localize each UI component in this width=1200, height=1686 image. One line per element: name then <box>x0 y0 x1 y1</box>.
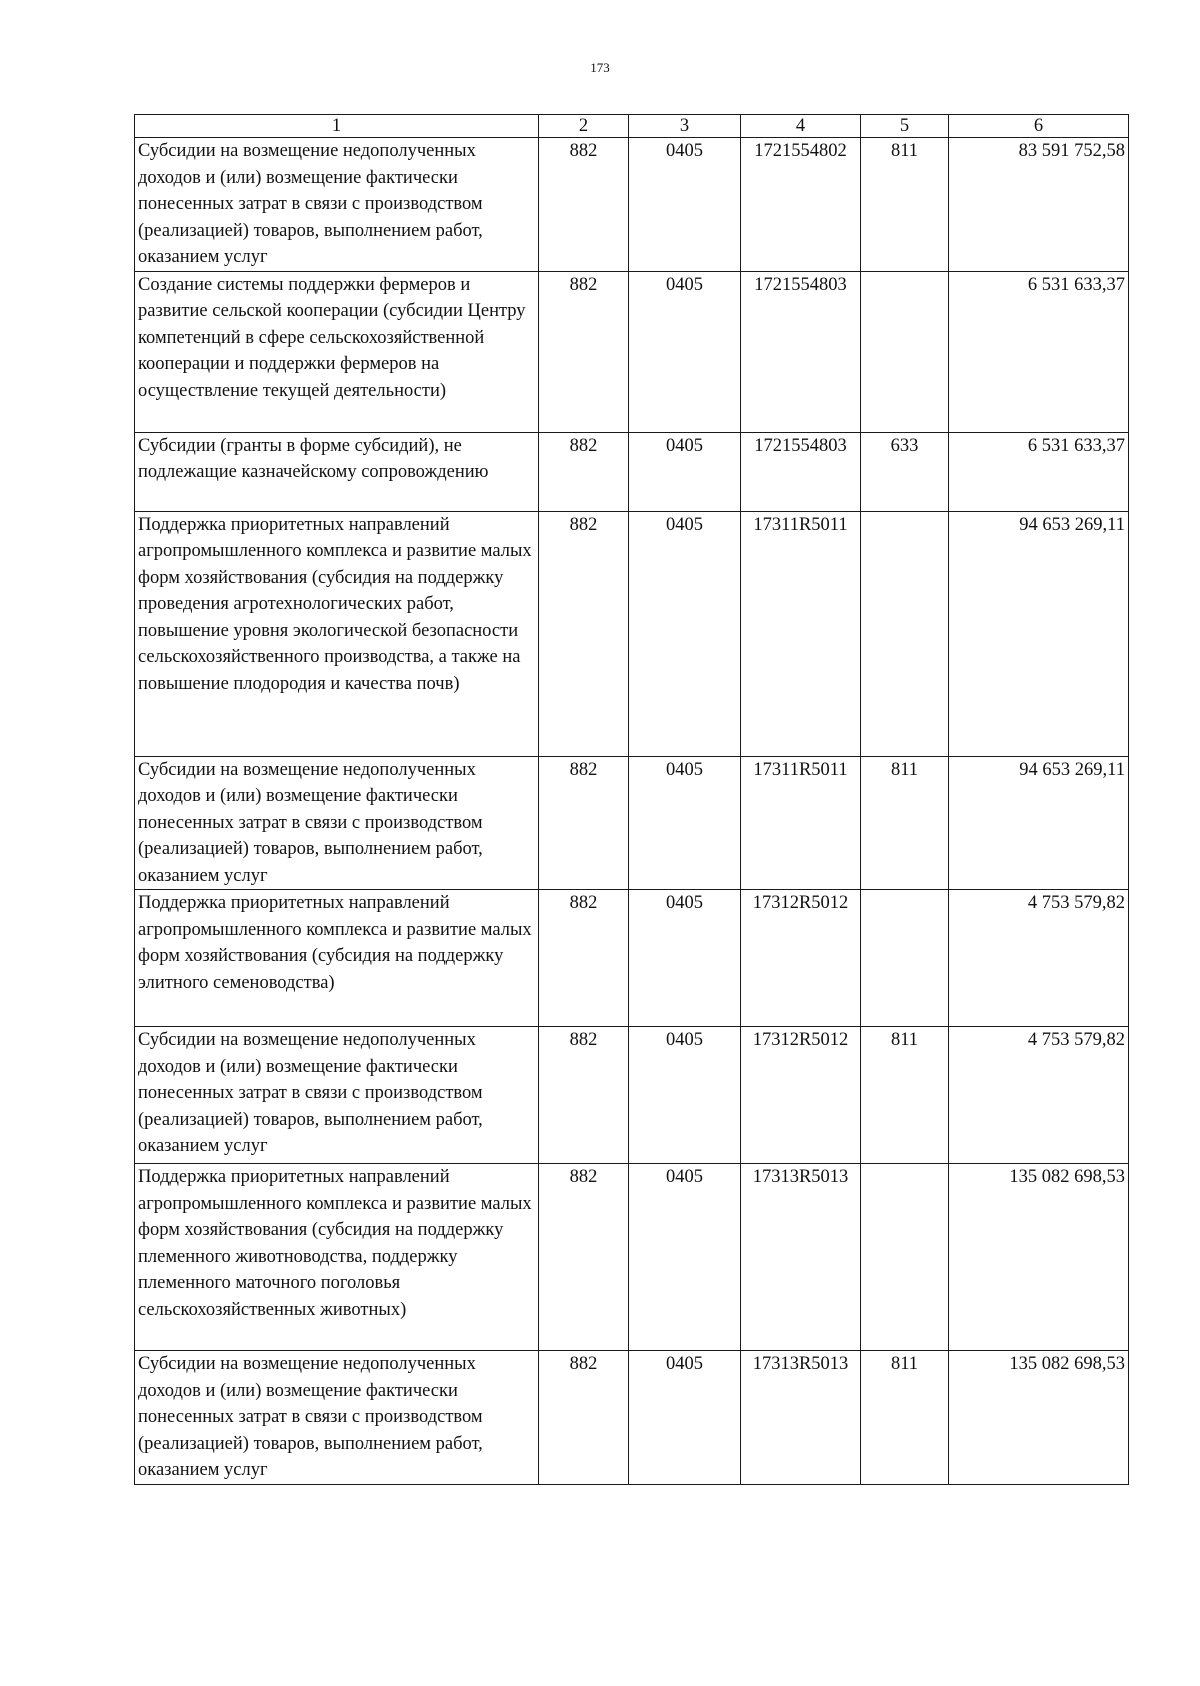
row-amount: 94 653 269,11 <box>949 511 1129 756</box>
row-section-code: 0405 <box>629 511 741 756</box>
budget-table <box>134 114 1129 1485</box>
row-name: Субсидии на возмещение недополученных доходов и (или) возмещение фактически понесенных затрат в связи с производством (реализацией) товаров, выполнением работ, оказанием услуг <box>135 1027 539 1164</box>
row-target-code: 17311R5011 <box>741 756 861 890</box>
row-name: Субсидии на возмещение недополученных доходов и (или) возмещение фактически понесенных затрат в связи с производством (реализацией) товаров, выполнением работ, оказанием услуг <box>135 756 539 890</box>
row-amount: 4 753 579,82 <box>949 1027 1129 1164</box>
row-expense-type: 811 <box>861 756 949 890</box>
row-expense-type: 811 <box>861 1351 949 1485</box>
row-section-code: 0405 <box>629 756 741 890</box>
table-row <box>135 756 1129 890</box>
row-target-code: 17312R5012 <box>741 890 861 1027</box>
row-target-code: 17313R5013 <box>741 1164 861 1351</box>
row-ministry-code: 882 <box>539 1027 629 1164</box>
row-ministry-code: 882 <box>539 511 629 756</box>
row-target-code: 17313R5013 <box>741 1351 861 1485</box>
row-target-code: 1721554802 <box>741 138 861 272</box>
row-section-code: 0405 <box>629 432 741 511</box>
row-name: Поддержка приоритетных направлений агропромышленного комплекса и развитие малых форм хозяйствования (субсидия на поддержку племенного животноводства, поддержку племенного маточного поголовья сельскохозяйственных животных) <box>135 1164 539 1351</box>
row-amount: 4 753 579,82 <box>949 890 1129 1027</box>
row-expense-type <box>861 271 949 432</box>
row-name: Субсидии на возмещение недополученных доходов и (или) возмещение фактически понесенных затрат в связи с производством (реализацией) товаров, выполнением работ, оказанием услуг <box>135 1351 539 1485</box>
row-amount: 94 653 269,11 <box>949 756 1129 890</box>
header-col-1: 1 <box>135 115 539 138</box>
row-name: Поддержка приоритетных направлений агропромышленного комплекса и развитие малых форм хозяйствования (субсидия на поддержку элитного семеноводства) <box>135 890 539 1027</box>
row-section-code: 0405 <box>629 890 741 1027</box>
header-row <box>135 115 1129 138</box>
row-ministry-code: 882 <box>539 756 629 890</box>
row-target-code: 1721554803 <box>741 271 861 432</box>
row-expense-type: 811 <box>861 138 949 272</box>
table-row <box>135 890 1129 1027</box>
table-row <box>135 271 1129 432</box>
header-col-5: 5 <box>861 115 949 138</box>
row-section-code: 0405 <box>629 1027 741 1164</box>
row-section-code: 0405 <box>629 138 741 272</box>
row-expense-type: 633 <box>861 432 949 511</box>
header-col-2: 2 <box>539 115 629 138</box>
table-row <box>135 1351 1129 1485</box>
row-section-code: 0405 <box>629 1164 741 1351</box>
row-name: Создание системы поддержки фермеров и развитие сельской кооперации (субсидии Центру компетенций в сфере сельскохозяйственной кооперации и поддержки фермеров на осуществление текущей деятельности) <box>135 271 539 432</box>
row-section-code: 0405 <box>629 271 741 432</box>
table-row <box>135 138 1129 272</box>
row-amount: 135 082 698,53 <box>949 1351 1129 1485</box>
row-amount: 6 531 633,37 <box>949 271 1129 432</box>
row-name: Субсидии (гранты в форме субсидий), не подлежащие казначейскому сопровождению <box>135 432 539 511</box>
row-amount: 83 591 752,58 <box>949 138 1129 272</box>
row-name: Поддержка приоритетных направлений агропромышленного комплекса и развитие малых форм хозяйствования (субсидия на поддержку проведения агротехнологических работ, повышение уровня экологической безопасности сельскохозяйственного производства, а также на повышение плодородия и качества почв) <box>135 511 539 756</box>
row-ministry-code: 882 <box>539 271 629 432</box>
header-col-6: 6 <box>949 115 1129 138</box>
table-row <box>135 432 1129 511</box>
table-row <box>135 1164 1129 1351</box>
row-amount: 135 082 698,53 <box>949 1164 1129 1351</box>
row-section-code: 0405 <box>629 1351 741 1485</box>
page-number: 173 <box>590 60 610 75</box>
row-ministry-code: 882 <box>539 432 629 511</box>
row-name: Субсидии на возмещение недополученных доходов и (или) возмещение фактически понесенных затрат в связи с производством (реализацией) товаров, выполнением работ, оказанием услуг <box>135 138 539 272</box>
row-expense-type <box>861 890 949 1027</box>
row-target-code: 1721554803 <box>741 432 861 511</box>
row-ministry-code: 882 <box>539 1164 629 1351</box>
row-expense-type <box>861 1164 949 1351</box>
row-ministry-code: 882 <box>539 890 629 1027</box>
row-expense-type <box>861 511 949 756</box>
table-row <box>135 1027 1129 1164</box>
row-ministry-code: 882 <box>539 1351 629 1485</box>
table-row <box>135 511 1129 756</box>
row-target-code: 17312R5012 <box>741 1027 861 1164</box>
row-expense-type: 811 <box>861 1027 949 1164</box>
row-ministry-code: 882 <box>539 138 629 272</box>
header-col-3: 3 <box>629 115 741 138</box>
row-target-code: 17311R5011 <box>741 511 861 756</box>
header-col-4: 4 <box>741 115 861 138</box>
row-amount: 6 531 633,37 <box>949 432 1129 511</box>
